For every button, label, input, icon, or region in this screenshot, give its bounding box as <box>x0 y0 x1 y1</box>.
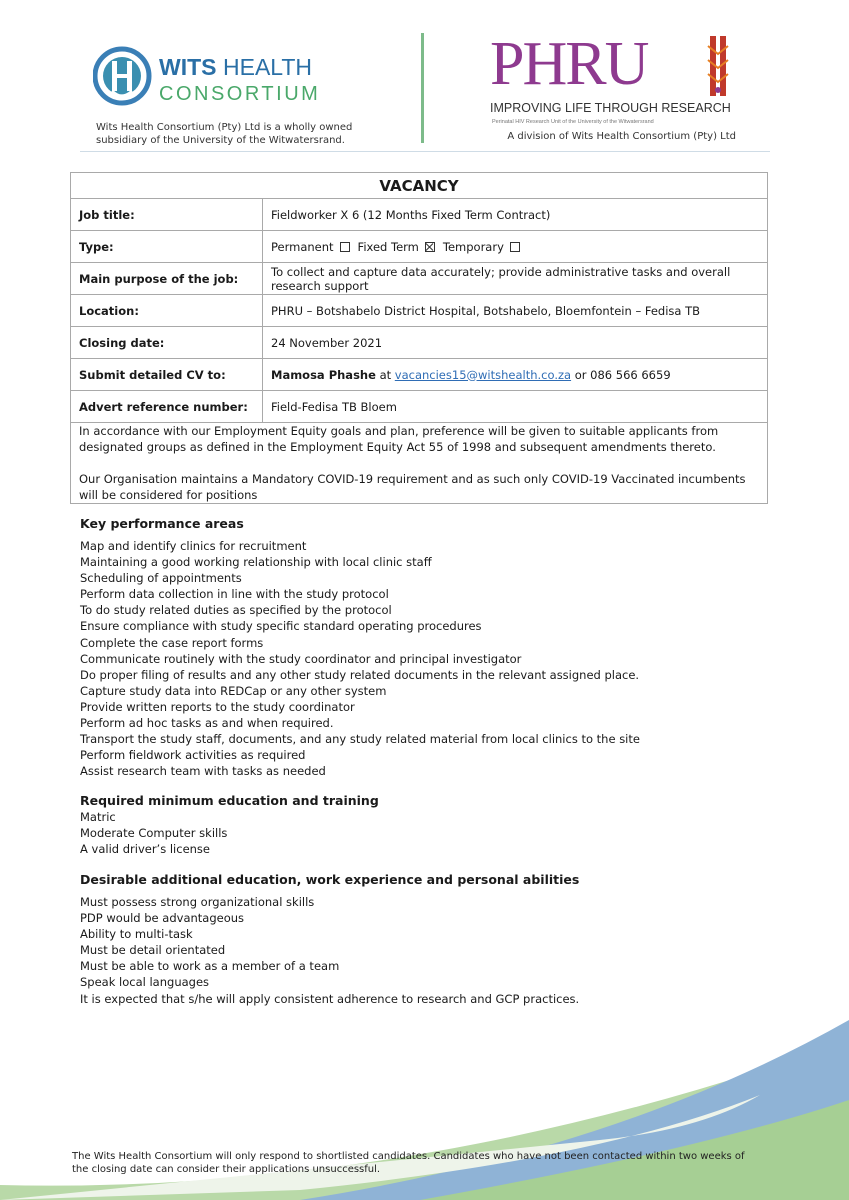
desirable-heading: Desirable additional education, work experience and personal abilities <box>80 872 580 887</box>
letterhead <box>0 0 849 160</box>
desirable-list <box>80 894 770 1007</box>
temporary-checkbox <box>510 242 520 252</box>
header-divider <box>421 33 424 143</box>
list-item: Map and identify clinics for recruitment <box>80 539 307 553</box>
list-item: Matric <box>80 810 116 824</box>
covid-text: Our Organisation maintains a Mandatory COVID-19 requirement and as such only COVID-19 Vaccinated incumbents will be considered for positions <box>79 472 746 502</box>
list-item: Transport the study staff, documents, and any study related material from local clinics to the site <box>80 732 640 747</box>
education-heading: Required minimum education and training <box>80 793 379 808</box>
closing-date-label: Closing date: <box>71 327 263 359</box>
contact-email-link[interactable]: vacancies15@witshealth.co.za <box>394 367 572 382</box>
contact-at: at <box>379 367 392 382</box>
list-item: Speak local languages <box>80 975 210 990</box>
wits-logo-word-1: WITS <box>159 54 217 80</box>
list-item: Ability to multi-task <box>80 927 193 942</box>
list-item: Capture study data into REDCap or any other system <box>80 683 387 698</box>
header-rule <box>80 151 770 152</box>
submit-cv-label: Submit detailed CV to: <box>71 359 263 391</box>
phru-beadwork-icon <box>708 36 728 96</box>
wits-logo-word-3: CONSORTIUM <box>159 83 321 105</box>
job-title-value: Fieldworker X 6 (12 Months Fixed Term Contract) <box>263 199 768 231</box>
list-item: Moderate Computer skills <box>80 826 228 841</box>
wits-subtitle-line-2: subsidiary of the University of the Witwatersrand. <box>96 135 345 146</box>
education-list <box>80 809 770 857</box>
phru-tagline: IMPROVING LIFE THROUGH RESEARCH <box>490 101 731 115</box>
type-fixed-label: Fixed Term <box>357 239 419 254</box>
list-item: Maintaining a good working relationship with local clinic staff <box>80 555 432 570</box>
contact-name: Mamosa Phashe <box>271 367 376 382</box>
list-item: To do study related duties as specified by the protocol <box>80 603 392 618</box>
permanent-checkbox <box>340 242 350 252</box>
wits-logo-word-2: HEALTH <box>223 54 313 80</box>
phru-subtitle: A division of Wits Health Consortium (Pty) Ltd <box>507 131 736 142</box>
desirable-section <box>80 872 770 1007</box>
list-item: Perform data collection in line with the study protocol <box>80 587 389 602</box>
list-item: Communicate routinely with the study coordinator and principal investigator <box>80 651 522 666</box>
fixed-term-checkbox-checked <box>425 242 435 252</box>
list-item: Must be detail orientated <box>80 943 226 958</box>
kpa-section <box>80 516 770 779</box>
purpose-value: To collect and capture data accurately; provide administrative tasks and overall research support <box>263 263 768 295</box>
type-value <box>263 231 768 263</box>
phru-small-text: Perinatal HIV Research Unit of the University of the Witwatersrand <box>492 119 654 125</box>
kpa-list <box>80 538 770 779</box>
list-item: Assist research team with tasks as needed <box>80 764 326 779</box>
reference-value: Field-Fedisa TB Bloem <box>263 391 768 423</box>
submit-cv-value <box>263 359 768 391</box>
equity-cell <box>71 423 768 504</box>
vacancy-table <box>70 172 768 504</box>
contact-phone: or 086 566 6659 <box>574 367 671 382</box>
phru-logo-text: PHRU <box>490 32 648 98</box>
location-label: Location: <box>71 295 263 327</box>
list-item: Must possess strong organizational skills <box>80 895 315 909</box>
row-submit-cv <box>71 359 768 391</box>
vacancy-title: VACANCY <box>71 173 768 199</box>
list-item: PDP would be advantageous <box>80 911 245 926</box>
job-title-label: Job title: <box>71 199 263 231</box>
wits-subtitle-line-1: Wits Health Consortium (Pty) Ltd is a wholly owned <box>96 122 353 133</box>
location-value: PHRU – Botshabelo District Hospital, Botshabelo, Bloemfontein – Fedisa TB <box>263 295 768 327</box>
list-item: Perform fieldwork activities as required <box>80 748 306 763</box>
wits-health-consortium-logo <box>93 45 333 107</box>
row-type <box>71 231 768 263</box>
list-item: Scheduling of appointments <box>80 571 242 586</box>
closing-date-value: 24 November 2021 <box>263 327 768 359</box>
reference-label: Advert reference number: <box>71 391 263 423</box>
list-item: Perform ad hoc tasks as and when required. <box>80 716 334 731</box>
list-item: Do proper filing of results and any other study related documents in the relevant assigned place. <box>80 667 640 682</box>
list-item: Provide written reports to the study coordinator <box>80 699 355 714</box>
row-reference <box>71 391 768 423</box>
list-item: Complete the case report forms <box>80 635 264 650</box>
purpose-label: Main purpose of the job: <box>71 263 263 295</box>
type-label: Type: <box>71 231 263 263</box>
row-purpose <box>71 263 768 295</box>
equity-text: In accordance with our Employment Equity goals and plan, preference will be given to suitable applicants from designated groups as defined in the Employment Equity Act 55 of 1998 and subsequent amendments thereto. <box>79 424 719 454</box>
list-item: Ensure compliance with study specific standard operating procedures <box>80 619 482 634</box>
list-item: A valid driver’s license <box>80 842 210 857</box>
phru-logo <box>490 32 740 127</box>
list-item: It is expected that s/he will apply consistent adherence to research and GCP practices. <box>80 991 580 1006</box>
type-permanent-label: Permanent <box>271 239 334 254</box>
row-closing-date <box>71 327 768 359</box>
kpa-heading: Key performance areas <box>80 516 244 531</box>
list-item: Must be able to work as a member of a team <box>80 959 340 974</box>
row-equity-statement <box>71 423 768 504</box>
row-location <box>71 295 768 327</box>
row-job-title <box>71 199 768 231</box>
type-temporary-label: Temporary <box>442 239 504 254</box>
footer-note: The Wits Health Consortium will only respond to shortlisted candidates. Candidates who have not been contacted within two weeks of the closing date can consider their applications unsuccessful. <box>72 1151 745 1175</box>
wits-subtitle <box>96 121 376 147</box>
education-section <box>80 793 770 857</box>
